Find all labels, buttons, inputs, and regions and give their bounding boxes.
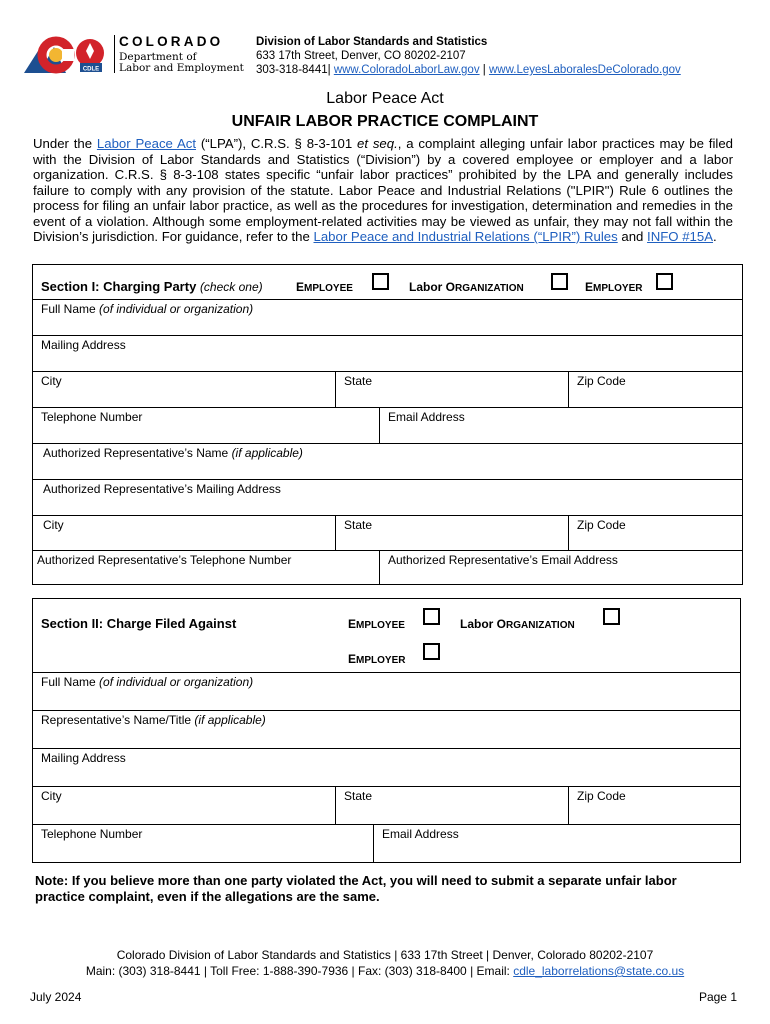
logo-divider <box>114 35 115 73</box>
link-leyes-laborales[interactable]: www.LeyesLaboralesDeColorado.gov <box>488 64 681 76</box>
s1-city-label: City <box>41 374 62 388</box>
s2-empr-b: MPLOYER <box>356 655 406 666</box>
s2-state-label: State <box>344 789 373 803</box>
section2-labor-org-checkbox[interactable] <box>603 608 620 625</box>
act-title: Labor Peace Act <box>326 90 444 107</box>
division-address: 633 17th Street, Denver, CO 80202-2107 <box>256 50 466 62</box>
s2-full-name-label <box>41 675 253 689</box>
s1-rep-city-state-zip-row <box>33 515 742 551</box>
intro-paragraph <box>33 136 733 245</box>
s1-emp-a: E <box>296 280 305 294</box>
section2-employee-label <box>348 617 405 631</box>
s2-mailing-label: Mailing Address <box>41 751 126 765</box>
s1-lab-b: RGANIZATION <box>455 283 524 294</box>
s2-telephone-label: Telephone Number <box>41 827 143 841</box>
link-lpir-rules[interactable]: Labor Peace and Industrial Relations (“LPIR”) Rules <box>313 229 618 244</box>
intro-text-4: and <box>617 229 648 244</box>
s2-rep-name-field[interactable] <box>33 710 740 749</box>
s2-city-label: City <box>41 789 62 803</box>
s1-rep-mailing-field[interactable] <box>33 479 742 516</box>
division-contact: 303-318-8441| www.ColoradoLaborLaw.gov | www.LeyesLaboralesDeColorado.gov <box>256 64 681 76</box>
section2-employer-label <box>348 652 405 666</box>
s2-email-field[interactable] <box>373 824 740 862</box>
s1-email-label: Email Address <box>388 410 465 424</box>
note-separate-complaint: Note: If you believe more than one party violated the Act, you will need to submit a separate unfair labor practice complaint, even if the allegations are the same. <box>35 873 677 904</box>
section-charge-filed-against <box>32 598 741 863</box>
section1-title-text: Section I: Charging Party <box>41 279 197 294</box>
section1-employer-checkbox[interactable] <box>656 273 673 290</box>
s1-lab-a: Labor O <box>409 280 456 294</box>
division-header <box>256 35 681 77</box>
s2-phone-email-row <box>33 824 740 862</box>
s1-full-name-label <box>41 302 253 316</box>
s2-empr-a: E <box>348 652 357 666</box>
s1-state-field[interactable] <box>335 371 569 407</box>
s1-rep-name-hint: (if applicable) <box>231 446 303 460</box>
s1-mailing-label: Mailing Address <box>41 338 126 352</box>
s1-rep-email-label: Authorized Representative’s Email Address <box>388 553 618 567</box>
s2-email-label: Email Address <box>382 827 459 841</box>
s1-rep-phone-email-row <box>33 550 742 584</box>
intro-text-1: Under the <box>33 136 97 151</box>
s1-rep-name-field[interactable] <box>33 443 742 480</box>
division-phone: 303-318-8441 <box>256 64 328 76</box>
s1-city-field[interactable] <box>33 371 335 407</box>
s2-city-state-zip-row <box>33 786 740 825</box>
intro-et-seq: et seq. <box>357 136 398 151</box>
s1-city-state-zip-row <box>33 371 742 408</box>
s2-mailing-address-field[interactable] <box>33 748 740 787</box>
logo-wordmark: COLORADO <box>119 34 224 49</box>
s2-emp-a: E <box>348 617 357 631</box>
s2-full-name-field[interactable] <box>33 672 740 711</box>
section1-header-row <box>33 265 742 300</box>
division-name: Division of Labor Standards and Statistics <box>256 36 488 48</box>
s1-rep-phone-label: Authorized Representative’s Telephone Number <box>37 553 292 567</box>
s1-rep-zip-label: Zip Code <box>577 518 626 532</box>
section1-employer-label <box>585 280 642 294</box>
s1-empr-b: MPLOYER <box>593 283 643 294</box>
section2-labor-org-label <box>460 617 575 631</box>
section2-header-row <box>33 599 740 673</box>
logo-dept-line2: Labor and Employment <box>119 62 244 74</box>
colorado-c-logo-icon <box>24 33 114 77</box>
footer-line2-text: Main: (303) 318-8441 | Toll Free: 1-888-390-7936 | Fax: (303) 318-8400 | Email: <box>85 964 514 978</box>
s1-rep-zip-field[interactable] <box>568 515 742 550</box>
section2-employer-checkbox[interactable] <box>423 643 440 660</box>
s2-telephone-field[interactable] <box>33 824 373 862</box>
s1-rep-email-field[interactable] <box>379 550 742 584</box>
s1-telephone-label: Telephone Number <box>41 410 143 424</box>
logo-badge-text: CDLE <box>82 66 100 73</box>
s1-state-label: State <box>344 374 373 388</box>
s2-emp-b: MPLOYEE <box>356 620 405 631</box>
s1-rep-mailing-label: Authorized Representative’s Mailing Address <box>43 482 281 496</box>
s1-mailing-address-field[interactable] <box>33 335 742 372</box>
s2-rep-name-label <box>41 713 266 727</box>
logo-department <box>119 52 244 74</box>
s2-rep-name-text: Representative’s Name/Title <box>41 713 192 727</box>
logo-dept-line1: Department of <box>119 51 197 63</box>
section1-labor-org-checkbox[interactable] <box>551 273 568 290</box>
s1-rep-state-field[interactable] <box>335 515 569 550</box>
section1-employee-checkbox[interactable] <box>372 273 389 290</box>
s2-lab-b: RGANIZATION <box>506 620 575 631</box>
s2-city-field[interactable] <box>33 786 335 824</box>
link-info-15a[interactable]: INFO #15A <box>647 229 714 244</box>
section2-employee-checkbox[interactable] <box>423 608 440 625</box>
s1-email-field[interactable] <box>379 407 742 443</box>
s1-emp-b: MPLOYEE <box>304 283 353 294</box>
section2-title: Section II: Charge Filed Against <box>41 616 237 631</box>
intro-text-5: . <box>713 229 717 244</box>
form-date: July 2024 <box>30 990 82 1004</box>
s2-rep-name-hint: (if applicable) <box>194 713 266 727</box>
s1-rep-phone-field[interactable] <box>33 550 379 584</box>
link-labor-peace-act[interactable]: Labor Peace Act <box>96 136 197 151</box>
s2-lab-a: Labor O <box>460 617 507 631</box>
s1-rep-name-label <box>43 446 303 460</box>
s1-zip-label: Zip Code <box>577 374 626 388</box>
s1-full-name-hint: (of individual or organization) <box>99 302 254 316</box>
link-colorado-labor-law[interactable]: www.ColoradoLaborLaw.gov <box>333 64 480 76</box>
section1-title <box>41 279 263 294</box>
footer-line2 <box>0 963 770 979</box>
intro-text-3: , a complaint alleging unfair labor practices may be filed with the Division of Labor Standards and Statistics (“Division”) by a covered employee or employer and a labor organization. C.R.S. § 8-3-108 states specific “unfair labor practices” prohibited by the LPA and generally includes failure to comply with any provision of the statute. Labor Peace and Industrial Relations ("LPIR") Rule 6 outlines the process for filing an unfair labor practice, as well as the procedures for investigation, determination and remedies in the event of a violation. Although some employment-related activities may be viewed as unfair, they may not fall within the Division’s jurisdiction. For guidance, refer to the <box>33 136 733 244</box>
s2-full-name-hint: (of individual or organization) <box>99 675 254 689</box>
s1-empr-a: E <box>585 280 594 294</box>
s2-state-field[interactable] <box>335 786 569 824</box>
page-number: Page 1 <box>698 990 737 1004</box>
s2-zip-label: Zip Code <box>577 789 626 803</box>
s1-rep-name-text: Authorized Representative’s Name <box>43 446 229 460</box>
s1-full-name-text: Full Name <box>41 302 96 316</box>
section1-check-one: (check one) <box>199 280 263 294</box>
cdle-logo <box>24 33 244 77</box>
s1-telephone-field[interactable] <box>33 407 379 443</box>
form-title: UNFAIR LABOR PRACTICE COMPLAINT <box>231 113 539 130</box>
s1-full-name-field[interactable] <box>33 299 742 336</box>
section1-employee-label <box>296 280 353 294</box>
intro-text-2: (“LPA”), C.R.S. § 8-3-101 <box>196 136 357 151</box>
s1-rep-city-label: City <box>43 518 64 532</box>
footer-email-link[interactable]: cdle_laborrelations@state.co.us <box>513 964 685 978</box>
s2-full-name-text: Full Name <box>41 675 96 689</box>
s1-rep-state-label: State <box>344 518 373 532</box>
s1-rep-city-field[interactable] <box>33 515 335 550</box>
section-charging-party <box>32 264 743 585</box>
s2-zip-field[interactable] <box>568 786 740 824</box>
s1-zip-field[interactable] <box>568 371 742 407</box>
s1-phone-email-row <box>33 407 742 444</box>
footer-contact <box>0 947 770 979</box>
section1-labor-org-label <box>409 280 524 294</box>
footer-line1: Colorado Division of Labor Standards and Statistics | 633 17th Street | Denver, Colorado 80202-2107 <box>116 948 654 962</box>
